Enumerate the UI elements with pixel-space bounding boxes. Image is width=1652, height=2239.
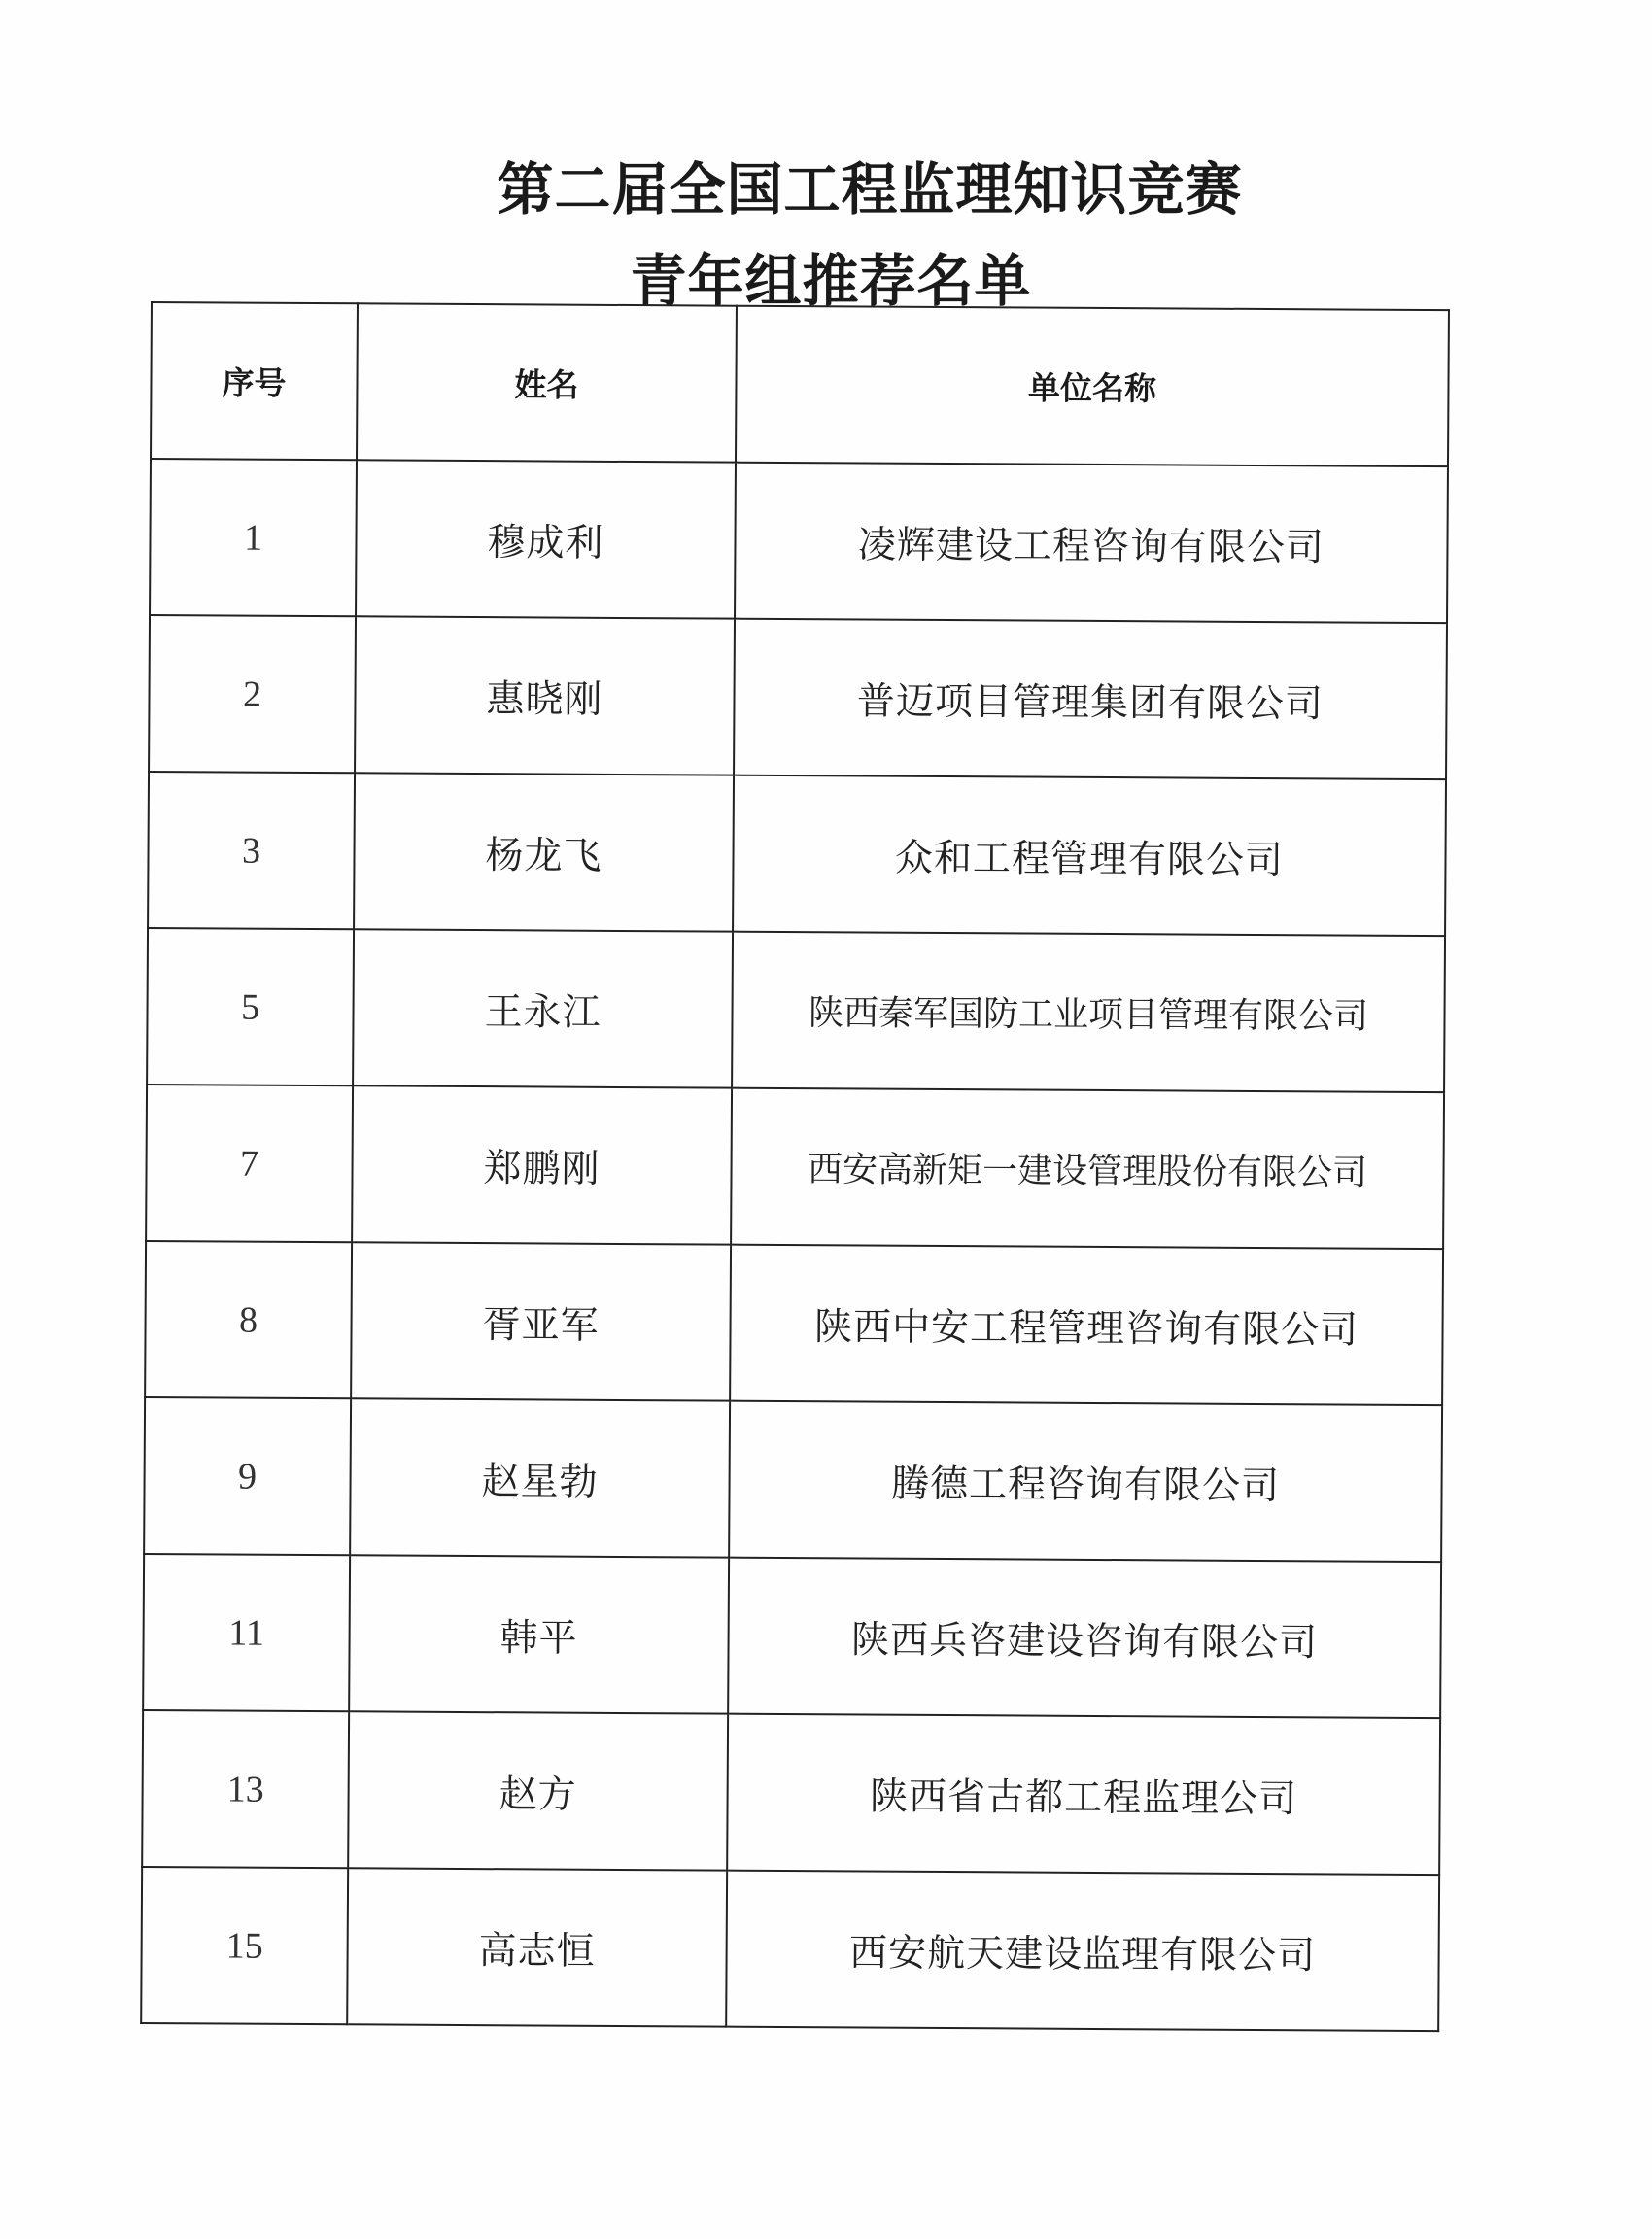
recommendation-table-wrapper xyxy=(140,301,1448,2032)
table-row xyxy=(145,1241,1443,1405)
cell-seq: 8 xyxy=(145,1241,352,1398)
header-seq: 序号 xyxy=(151,302,358,460)
cell-name: 韩平 xyxy=(349,1555,729,1713)
cell-name: 郑鹏刚 xyxy=(352,1085,732,1244)
cell-unit: 凌辉建设工程咨询有限公司 xyxy=(735,463,1448,623)
cell-name: 赵星勃 xyxy=(350,1398,730,1557)
cell-seq: 7 xyxy=(146,1085,353,1242)
cell-seq: 9 xyxy=(144,1397,351,1555)
cell-seq: 2 xyxy=(149,615,356,773)
cell-unit: 西安高新矩一建设管理股份有限公司 xyxy=(731,1088,1444,1249)
cell-seq: 1 xyxy=(150,459,357,616)
cell-unit: 陕西兵咨建设咨询有限公司 xyxy=(728,1558,1441,1718)
document-title xyxy=(0,144,1652,327)
table-row xyxy=(146,1085,1444,1249)
cell-unit: 腾德工程咨询有限公司 xyxy=(729,1401,1442,1562)
cell-name: 赵方 xyxy=(348,1711,728,1870)
table-row xyxy=(148,772,1446,936)
cell-name: 高志恒 xyxy=(347,1868,727,2026)
table-row xyxy=(147,928,1445,1092)
cell-seq: 11 xyxy=(143,1554,350,1711)
table-row xyxy=(144,1397,1442,1562)
cell-unit: 普迈项目管理集团有限公司 xyxy=(734,619,1447,779)
title-line-2: 青年组推荐名单 xyxy=(630,248,1032,314)
cell-seq: 15 xyxy=(141,1867,348,2024)
cell-seq: 5 xyxy=(147,928,354,1085)
title-line-1: 第二届全国工程监理知识竞赛 xyxy=(497,156,1243,223)
recommendation-table xyxy=(140,301,1450,2032)
cell-unit: 西安航天建设监理有限公司 xyxy=(726,1871,1439,2031)
cell-seq: 3 xyxy=(148,772,355,929)
table-row xyxy=(142,1710,1440,1875)
cell-unit: 陕西省古都工程监理公司 xyxy=(727,1714,1440,1875)
cell-seq: 13 xyxy=(142,1710,349,1868)
cell-unit: 众和工程管理有限公司 xyxy=(733,775,1446,936)
cell-name: 杨龙飞 xyxy=(354,773,734,931)
header-name: 姓名 xyxy=(357,303,737,462)
cell-name: 胥亚军 xyxy=(351,1242,731,1400)
table-header-row xyxy=(151,302,1449,466)
cell-unit: 陕西中安工程管理咨询有限公司 xyxy=(730,1245,1443,1405)
table-row xyxy=(149,615,1447,779)
cell-name: 王永江 xyxy=(353,929,733,1087)
table-row xyxy=(150,459,1448,623)
cell-unit: 陕西秦军国防工业项目管理有限公司 xyxy=(732,932,1445,1092)
cell-name: 惠晓刚 xyxy=(355,616,735,775)
table-row xyxy=(141,1867,1439,2031)
table-row xyxy=(143,1554,1441,1718)
header-unit: 单位名称 xyxy=(736,306,1449,466)
cell-name: 穆成利 xyxy=(356,460,736,618)
